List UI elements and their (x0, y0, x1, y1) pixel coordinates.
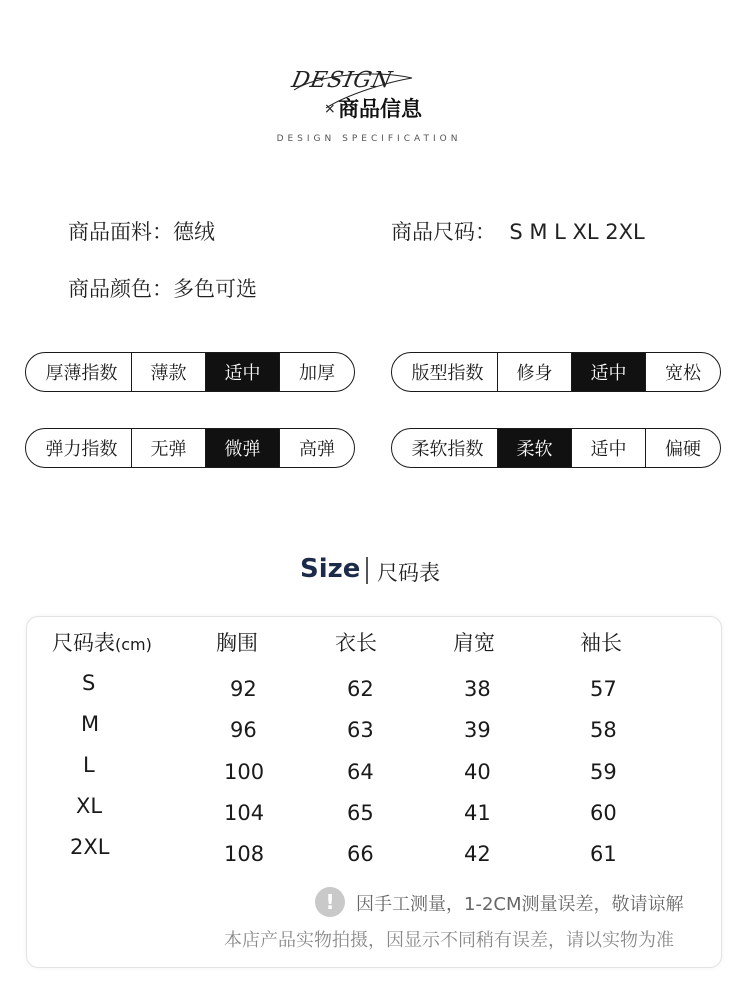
row-size: M (81, 712, 100, 736)
row-size: L (83, 753, 95, 777)
measurement-note: 因手工测量，1-2CM测量误差，敬请谅解 (356, 894, 684, 915)
index-option: 薄款 (131, 353, 205, 391)
size-heading-cn: 尺码表 (377, 561, 440, 585)
cell-length: 62 (347, 677, 374, 701)
index-label: 柔软指数 (411, 439, 484, 460)
index-option: 无弹 (131, 429, 205, 467)
cell-sleeve: 60 (590, 801, 617, 825)
page-subtitle: DESIGN SPECIFICATION (276, 134, 462, 144)
index-option-selected: 适中 (205, 353, 279, 391)
cell-length: 65 (347, 801, 374, 825)
index-option: 加厚 (279, 353, 354, 391)
row-size: S (82, 671, 96, 695)
page-title: 商品信息 (338, 97, 422, 121)
softness-index (391, 428, 721, 468)
index-label: 厚薄指数 (45, 363, 118, 384)
row-size: XL (76, 794, 103, 818)
cell-chest: 100 (224, 760, 265, 784)
index-label: 版型指数 (411, 363, 484, 384)
index-option-selected: 适中 (571, 353, 645, 391)
fit-index (391, 352, 721, 392)
fabric-info: 商品面料：德绒 (68, 220, 215, 244)
cell-sleeve: 57 (590, 677, 617, 701)
size-info: 商品尺码： S M L XL 2XL (391, 220, 645, 244)
table-header-shoulder: 肩宽 (453, 631, 495, 655)
cell-sleeve: 58 (590, 718, 617, 742)
thickness-index (25, 352, 355, 392)
table-header-chest: 胸围 (216, 631, 258, 655)
cell-sleeve: 59 (590, 760, 617, 784)
cell-sleeve: 61 (590, 842, 617, 866)
cell-length: 66 (347, 842, 374, 866)
cell-length: 63 (347, 718, 374, 742)
index-option-selected: 微弹 (205, 429, 279, 467)
photo-note: 本店产品实物拍摄，因显示不同稍有误差，请以实物为准 (224, 930, 674, 951)
index-option: 修身 (497, 353, 571, 391)
cell-chest: 104 (224, 801, 265, 825)
index-option: 高弹 (279, 429, 354, 467)
cell-length: 64 (347, 760, 374, 784)
logo-script: DESIGN (289, 68, 395, 93)
cell-shoulder: 41 (464, 801, 491, 825)
color-info: 商品颜色：多色可选 (68, 277, 257, 301)
cell-shoulder: 39 (464, 718, 491, 742)
cell-shoulder: 42 (464, 842, 491, 866)
cell-shoulder: 40 (464, 760, 491, 784)
cell-shoulder: 38 (464, 677, 491, 701)
row-size: 2XL (70, 835, 110, 859)
logo-x: × (324, 101, 336, 117)
table-header-length: 衣长 (335, 631, 377, 655)
elasticity-index (25, 428, 355, 468)
index-option: 偏硬 (645, 429, 720, 467)
index-label: 弹力指数 (45, 439, 118, 460)
table-header-unit: (cm) (115, 635, 152, 654)
cell-chest: 92 (230, 677, 257, 701)
cell-chest: 96 (230, 718, 257, 742)
index-option: 宽松 (645, 353, 720, 391)
table-header-label: 尺码表(cm) (52, 631, 152, 655)
size-heading-en: Size (300, 554, 361, 584)
index-option: 适中 (571, 429, 645, 467)
heading-divider (366, 557, 368, 584)
cell-chest: 108 (224, 842, 265, 866)
warning-icon: ! (315, 887, 345, 917)
index-option-selected: 柔软 (497, 429, 571, 467)
table-header-sleeve: 袖长 (580, 631, 622, 655)
